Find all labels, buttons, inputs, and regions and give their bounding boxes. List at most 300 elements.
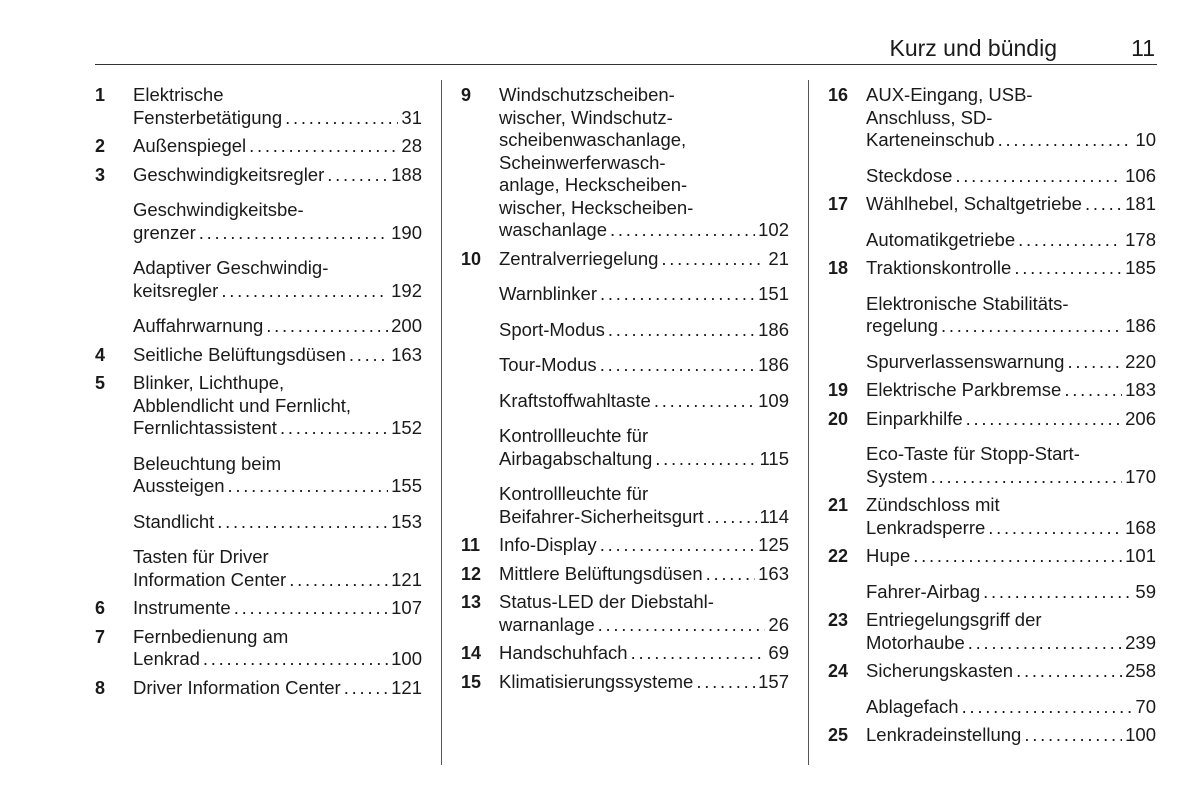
dot-leader: [289, 569, 388, 592]
index-entry: [95, 135, 422, 158]
entry-leader-line: [499, 390, 789, 413]
entry-text-line: Scheinwerferwasch-: [499, 151, 666, 173]
entry-number: 25: [828, 725, 849, 745]
entry-label: Tour-Modus: [499, 354, 597, 375]
index-entry: [828, 257, 1156, 280]
page-reference: 101: [1125, 545, 1156, 566]
entry-body: [499, 591, 789, 636]
entry-leader-line: [499, 506, 789, 529]
entry-body: [866, 724, 1156, 747]
entry-leader-line: [499, 534, 789, 557]
entry-body: [499, 534, 789, 557]
page-reference: 152: [391, 417, 422, 438]
dot-leader: [349, 344, 388, 367]
page-reference: 258: [1125, 660, 1156, 681]
entry-label: keitsregler: [133, 279, 219, 301]
dot-leader: [203, 648, 388, 671]
entry-leader-line: [866, 351, 1156, 374]
entry-body: [133, 84, 422, 129]
dot-leader: [962, 696, 1133, 719]
entry-number: 17: [828, 194, 849, 214]
entry-leader-line: [133, 135, 422, 158]
entry-number: 1: [95, 85, 106, 105]
entry-leader-line: [866, 466, 1156, 489]
entry-body: [499, 248, 789, 271]
index-entry: [828, 494, 1156, 539]
entry-leader-line: [133, 164, 422, 187]
entry-label: Einparkhilfe: [866, 407, 963, 429]
entry-leader-line: [499, 563, 789, 586]
page-reference: 151: [758, 283, 789, 304]
index-entry: [461, 283, 789, 306]
page-reference: 178: [1125, 228, 1156, 250]
page-reference: 185: [1125, 257, 1156, 278]
index-entry: [461, 248, 789, 271]
index-entry: [461, 563, 789, 586]
page-reference: 100: [1125, 724, 1156, 745]
page-reference: 190: [391, 221, 422, 243]
entry-label: Fahrer-Airbag: [866, 580, 981, 602]
dot-leader: [610, 219, 755, 242]
entry-label: Handschuhfach: [499, 642, 628, 663]
index-entry: [95, 372, 422, 440]
entry-body: [866, 660, 1156, 683]
entry-leader-line: [499, 642, 789, 665]
entry-label: Klimatisierungssysteme: [499, 670, 694, 692]
page-reference: 106: [1125, 164, 1156, 186]
dot-leader: [285, 107, 398, 130]
index-entry: [461, 642, 789, 665]
page-reference: 125: [758, 534, 789, 555]
entry-body: [866, 545, 1156, 568]
dot-leader: [707, 506, 757, 529]
index-entry: [95, 453, 422, 498]
entry-leader-line: [866, 724, 1156, 747]
index-entry: [828, 581, 1156, 604]
dot-leader: [598, 614, 766, 637]
page-reference: 21: [768, 247, 789, 269]
entry-text-line: Zündschloss mit: [866, 494, 1000, 515]
entry-text-line: anlage, Heckscheiben-: [499, 174, 688, 195]
dot-leader: [1024, 724, 1122, 747]
index-entry: [95, 546, 422, 591]
page-reference: 206: [1125, 407, 1156, 429]
entry-number: 14: [461, 643, 482, 663]
entry-label: Ablagefach: [866, 695, 959, 717]
entry-label: grenzer: [133, 221, 196, 243]
entry-leader-line: [133, 315, 422, 338]
entry-number: 21: [828, 495, 849, 515]
index-entry: [828, 660, 1156, 683]
dot-leader: [327, 164, 388, 187]
entry-body: [866, 229, 1156, 252]
dot-leader: [228, 475, 389, 498]
entry-label: Information Center: [133, 568, 287, 590]
dot-leader: [1064, 379, 1122, 402]
entry-label: Sicherungskasten: [866, 660, 1014, 681]
index-entry: [461, 354, 789, 377]
entry-number: 4: [95, 344, 106, 365]
page-reference: 168: [1125, 516, 1156, 538]
index-entry: [461, 534, 789, 557]
entry-leader-line: [133, 344, 422, 367]
entry-body: [133, 199, 422, 244]
entry-body: [133, 453, 422, 498]
entry-body: [499, 354, 789, 377]
entry-label: Kraftstoffwahltaste: [499, 389, 651, 411]
dot-leader: [249, 135, 398, 158]
entry-leader-line: [499, 614, 789, 637]
entry-label: Fensterbetätigung: [133, 106, 283, 128]
index-entry: [95, 199, 422, 244]
entry-label: Spurverlassenswarnung: [866, 350, 1065, 372]
entry-text-line: AUX-Eingang, USB-: [866, 84, 1033, 105]
entry-label: Info-Display: [499, 534, 597, 555]
entry-label: Lenkradeinstellung: [866, 724, 1022, 745]
entry-leader-line: [866, 632, 1156, 655]
dot-leader: [966, 408, 1122, 431]
entry-leader-line: [499, 448, 789, 471]
entry-text-line: Entriegelungsgriff der: [866, 609, 1042, 630]
index-entry: [828, 724, 1156, 747]
entry-leader-line: [499, 283, 789, 306]
page-reference: 186: [1125, 315, 1156, 336]
index-entry: [95, 511, 422, 534]
dot-leader: [217, 511, 388, 534]
index-entry: [95, 84, 422, 129]
index-column-2: [461, 84, 789, 693]
dot-leader: [988, 517, 1122, 540]
page-reference: 186: [758, 318, 789, 340]
entry-leader-line: [133, 677, 422, 700]
index-entry: [828, 293, 1156, 338]
entry-body: [133, 677, 422, 700]
entry-leader-line: [866, 257, 1156, 280]
index-entry: [95, 626, 422, 671]
entry-number: 11: [461, 535, 481, 555]
index-entry: [828, 408, 1156, 431]
page-reference: 153: [391, 510, 422, 532]
dot-leader: [931, 466, 1122, 489]
page-reference: 163: [391, 343, 422, 365]
entry-leader-line: [133, 597, 422, 620]
entry-leader-line: [133, 222, 422, 245]
page-reference: 170: [1125, 465, 1156, 487]
dot-leader: [1016, 660, 1122, 683]
dot-leader: [266, 315, 388, 338]
index-entry: [828, 696, 1156, 719]
dot-leader: [655, 448, 756, 471]
entry-number: 6: [95, 598, 106, 618]
page-reference: 26: [768, 613, 789, 635]
page-reference: 157: [758, 670, 789, 692]
page-reference: 192: [391, 279, 422, 301]
page-reference: 107: [391, 597, 422, 618]
entry-label: Driver Information Center: [133, 676, 341, 698]
entry-label: Hupe: [866, 545, 911, 566]
entry-body: [866, 165, 1156, 188]
entry-leader-line: [133, 280, 422, 303]
entry-text-line: Tasten für Driver: [133, 546, 269, 567]
entry-text-line: Windschutzscheiben-: [499, 84, 675, 105]
page-reference: 220: [1125, 350, 1156, 372]
entry-number: 22: [828, 546, 849, 566]
index-entry: [828, 193, 1156, 216]
entry-body: [133, 315, 422, 338]
entry-leader-line: [133, 107, 422, 130]
entry-leader-line: [866, 660, 1156, 683]
entry-label: System: [866, 465, 928, 487]
page-reference: 183: [1125, 379, 1156, 400]
index-entry: [828, 545, 1156, 568]
page-reference: 115: [759, 447, 789, 469]
entry-number: 24: [828, 661, 849, 681]
entry-number: 9: [461, 85, 472, 105]
index-entry: [95, 315, 422, 338]
entry-number: 16: [828, 85, 849, 105]
entry-number: 23: [828, 610, 849, 630]
entry-leader-line: [866, 165, 1156, 188]
page-reference: 102: [758, 219, 789, 240]
page-reference: 121: [391, 676, 422, 698]
entry-label: Automatikgetriebe: [866, 228, 1016, 250]
index-entry: [828, 609, 1156, 654]
entry-label: regelung: [866, 315, 939, 336]
dot-leader: [1067, 351, 1122, 374]
entry-body: [866, 257, 1156, 280]
entry-label: Motorhaube: [866, 631, 965, 653]
entry-number: 3: [95, 164, 106, 185]
entry-number: 13: [461, 592, 482, 612]
page-reference: 109: [758, 389, 789, 411]
entry-number: 15: [461, 671, 482, 692]
page-reference: 10: [1135, 129, 1156, 150]
dot-leader: [1085, 193, 1122, 216]
page-reference: 31: [401, 106, 422, 128]
entry-leader-line: [866, 545, 1156, 568]
entry-text-line: Fernbedienung am: [133, 625, 289, 647]
entry-text-line: Status-LED der Diebstahl-: [499, 591, 714, 612]
entry-body: [866, 293, 1156, 338]
index-entry: [461, 591, 789, 636]
dot-leader: [600, 534, 755, 557]
entry-leader-line: [866, 581, 1156, 604]
entry-body: [499, 425, 789, 470]
entry-number: 8: [95, 677, 106, 698]
entry-label: Außenspiegel: [133, 135, 247, 156]
entry-number: 18: [828, 258, 849, 278]
entry-body: [133, 511, 422, 534]
entry-body: [133, 164, 422, 187]
page-reference: 69: [768, 642, 789, 663]
entry-body: [866, 494, 1156, 539]
index-entry: [461, 671, 789, 694]
entry-text-line: Adaptiver Geschwindig-: [133, 257, 329, 278]
page-reference: 155: [391, 475, 422, 496]
entry-text-line: Anschluss, SD-: [866, 106, 993, 128]
entry-text-line: Blinker, Lichthupe,: [133, 372, 285, 393]
entry-leader-line: [499, 319, 789, 342]
entry-body: [133, 135, 422, 158]
section-title: Kurz und bündig: [889, 35, 1057, 61]
dot-leader: [998, 129, 1133, 152]
entry-body: [866, 696, 1156, 719]
page-reference: 114: [759, 505, 789, 527]
index-entry: [95, 164, 422, 187]
entry-leader-line: [499, 248, 789, 271]
page-reference: 28: [401, 135, 422, 156]
entry-label: Lenkrad: [133, 648, 200, 669]
entry-label: Wählhebel, Schaltgetriebe: [866, 193, 1082, 214]
entry-label: Seitliche Belüftungsdüsen: [133, 343, 346, 365]
index-entry: [828, 379, 1156, 402]
entry-text-line: Kontrollleuchte für: [499, 425, 649, 446]
entry-leader-line: [866, 129, 1156, 152]
entry-body: [499, 483, 789, 528]
entry-label: Instrumente: [133, 597, 231, 618]
entry-number: 5: [95, 373, 106, 393]
index-entry: [828, 229, 1156, 252]
dot-leader: [913, 545, 1122, 568]
dot-leader: [654, 390, 755, 413]
index-entry: [461, 84, 789, 242]
entry-leader-line: [133, 475, 422, 498]
entry-label: waschanlage: [499, 219, 607, 240]
entry-number: 20: [828, 408, 849, 429]
index-entry: [461, 425, 789, 470]
entry-body: [866, 351, 1156, 374]
index-entry: [95, 344, 422, 367]
dot-leader: [706, 563, 756, 586]
entry-body: [866, 581, 1156, 604]
dot-leader: [1018, 229, 1122, 252]
entry-label: Zentralverriegelung: [499, 247, 659, 269]
entry-number: 2: [95, 136, 106, 156]
index-entry: [95, 677, 422, 700]
page-reference: 121: [391, 568, 422, 590]
entry-number: 12: [461, 563, 482, 584]
dot-leader: [608, 319, 755, 342]
entry-text-line: Elektrische: [133, 84, 224, 105]
entry-body: [133, 597, 422, 620]
page-number: 11: [1131, 35, 1155, 61]
page-reference: 186: [758, 354, 789, 375]
entry-body: [499, 642, 789, 665]
dot-leader: [600, 283, 755, 306]
dot-leader: [941, 315, 1122, 338]
entry-label: Standlicht: [133, 510, 215, 532]
dot-leader: [280, 417, 388, 440]
entry-text-line: wischer, Heckscheiben-: [499, 196, 694, 218]
entry-leader-line: [499, 671, 789, 694]
entry-body: [133, 626, 422, 671]
page-reference: 188: [391, 163, 422, 185]
entry-leader-line: [866, 379, 1156, 402]
index-entry: [461, 390, 789, 413]
entry-label: warnanlage: [499, 613, 595, 635]
dot-leader: [234, 597, 388, 620]
entry-text-line: scheibenwaschanlage,: [499, 129, 687, 150]
entry-number: 7: [95, 626, 106, 647]
entry-label: Airbagabschaltung: [499, 447, 653, 469]
entry-body: [499, 671, 789, 694]
dot-leader: [1014, 257, 1122, 280]
entry-text-line: wischer, Windschutz-: [499, 106, 673, 128]
entry-number: 19: [828, 380, 849, 400]
entry-leader-line: [866, 193, 1156, 216]
entry-body: [866, 84, 1156, 152]
dot-leader: [600, 354, 755, 377]
index-column-3: [828, 84, 1156, 747]
entry-number: 10: [461, 248, 482, 269]
entry-body: [133, 546, 422, 591]
entry-leader-line: [499, 219, 789, 242]
entry-body: [499, 283, 789, 306]
entry-label: Elektrische Parkbremse: [866, 379, 1062, 400]
page-reference: 181: [1125, 193, 1156, 214]
entry-body: [133, 372, 422, 440]
entry-text-line: Kontrollleuchte für: [499, 483, 649, 504]
index-entry: [828, 351, 1156, 374]
entry-label: Karteneinschub: [866, 129, 995, 150]
entry-leader-line: [866, 315, 1156, 338]
dot-leader: [344, 677, 388, 700]
dot-leader: [968, 632, 1122, 655]
entry-body: [866, 609, 1156, 654]
entry-text-line: Beleuchtung beim: [133, 452, 282, 474]
entry-body: [133, 257, 422, 302]
entry-body: [866, 379, 1156, 402]
entry-leader-line: [866, 408, 1156, 431]
page-reference: 163: [758, 562, 789, 584]
entry-label: Steckdose: [866, 164, 953, 186]
page-reference: 100: [391, 648, 422, 669]
entry-body: [499, 563, 789, 586]
entry-body: [499, 84, 789, 242]
entry-label: Lenkradsperre: [866, 516, 986, 538]
entry-label: Mittlere Belüftungsdüsen: [499, 562, 703, 584]
index-column-1: [95, 84, 422, 699]
column-divider: [808, 80, 809, 765]
dot-leader: [221, 280, 388, 303]
entry-leader-line: [133, 511, 422, 534]
dot-leader: [955, 165, 1122, 188]
index-entry: [95, 257, 422, 302]
entry-body: [499, 390, 789, 413]
dot-leader: [661, 248, 765, 271]
index-entry: [828, 165, 1156, 188]
entry-label: Auffahrwarnung: [133, 315, 264, 336]
entry-leader-line: [866, 517, 1156, 540]
entry-label: Sport-Modus: [499, 318, 605, 340]
index-entry: [828, 84, 1156, 152]
page-reference: 70: [1135, 695, 1156, 717]
dot-leader: [983, 581, 1132, 604]
entry-body: [133, 344, 422, 367]
index-entry: [95, 597, 422, 620]
entry-leader-line: [133, 569, 422, 592]
entry-label: Aussteigen: [133, 475, 225, 496]
entry-body: [866, 408, 1156, 431]
dot-leader: [631, 642, 766, 665]
entry-leader-line: [499, 354, 789, 377]
entry-text-line: Geschwindigkeitsbe-: [133, 199, 304, 220]
page-reference: 200: [391, 315, 422, 336]
entry-leader-line: [866, 229, 1156, 252]
entry-leader-line: [866, 696, 1156, 719]
entry-label: Geschwindigkeitsregler: [133, 163, 325, 185]
index-entry: [461, 319, 789, 342]
